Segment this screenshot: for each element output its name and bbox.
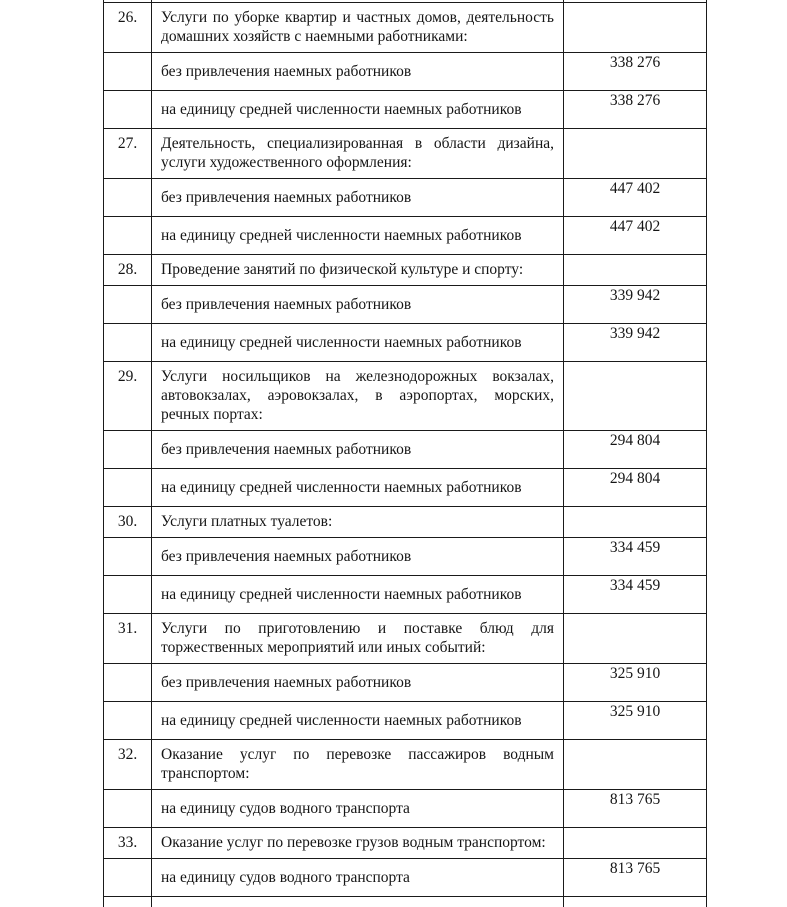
row-value: 338 276: [564, 91, 707, 129]
table-row: [104, 664, 707, 702]
row-value: [564, 3, 707, 53]
row-description: без привлечения наемных работников: [152, 53, 564, 91]
row-description: на единицу средней численности наемных работников: [152, 217, 564, 255]
row-value: [564, 255, 707, 286]
row-description: Услуги по уборке квартир и частных домов, деятельность домашних хозяйств с наемными работниками:: [152, 3, 564, 53]
row-number: 30.: [104, 507, 152, 538]
row-number: [104, 664, 152, 702]
empty-cell: [104, 897, 152, 907]
row-description: Услуги носильщиков на железнодорожных вокзалах, автовокзалах, аэровокзалах, в аэропортах, морских, речных портах:: [152, 362, 564, 431]
row-number: [104, 538, 152, 576]
document-page: [103, 0, 707, 907]
row-number: 27.: [104, 129, 152, 179]
table-row: [104, 614, 707, 664]
row-description: на единицу средней численности наемных работников: [152, 576, 564, 614]
row-description: без привлечения наемных работников: [152, 179, 564, 217]
table-row: [104, 179, 707, 217]
table-row: [104, 702, 707, 740]
row-number: 32.: [104, 740, 152, 790]
row-value: 339 942: [564, 286, 707, 324]
table-row: [104, 507, 707, 538]
row-number: 29.: [104, 362, 152, 431]
table-row: [104, 217, 707, 255]
row-value: 813 765: [564, 790, 707, 828]
table-row: [104, 129, 707, 179]
row-description: на единицу средней численности наемных работников: [152, 702, 564, 740]
table-row: [104, 3, 707, 53]
row-value: [564, 828, 707, 859]
row-number: [104, 469, 152, 507]
table-row: [104, 324, 707, 362]
row-value: 325 910: [564, 702, 707, 740]
row-number: 33.: [104, 828, 152, 859]
table-row-cut-bottom: [104, 897, 707, 907]
row-description: Оказание услуг по перевозке грузов водным транспортом:: [152, 828, 564, 859]
table-row: [104, 828, 707, 859]
row-number: [104, 702, 152, 740]
row-number: [104, 576, 152, 614]
empty-cell: [564, 897, 707, 907]
row-value: [564, 740, 707, 790]
row-value: 294 804: [564, 469, 707, 507]
row-number: 28.: [104, 255, 152, 286]
row-description: Услуги платных туалетов:: [152, 507, 564, 538]
table-row: [104, 431, 707, 469]
row-value: 334 459: [564, 576, 707, 614]
row-number: 31.: [104, 614, 152, 664]
table-row: [104, 255, 707, 286]
row-description: без привлечения наемных работников: [152, 431, 564, 469]
table-row: [104, 286, 707, 324]
table-row: [104, 91, 707, 129]
row-description: Оказание услуг по перевозке пассажиров водным транспортом:: [152, 740, 564, 790]
row-description: на единицу судов водного транспорта: [152, 859, 564, 897]
table-row: [104, 53, 707, 91]
table-body: [104, 0, 707, 907]
row-value: 334 459: [564, 538, 707, 576]
row-description: Проведение занятий по физической культуре и спорту:: [152, 255, 564, 286]
row-description: без привлечения наемных работников: [152, 286, 564, 324]
table-row: [104, 538, 707, 576]
row-value: 338 276: [564, 53, 707, 91]
row-description: Деятельность, специализированная в области дизайна, услуги художественного оформления:: [152, 129, 564, 179]
table-row: [104, 790, 707, 828]
row-number: [104, 324, 152, 362]
row-description: на единицу средней численности наемных работников: [152, 324, 564, 362]
row-value: 447 402: [564, 217, 707, 255]
table-row: [104, 469, 707, 507]
row-value: 294 804: [564, 431, 707, 469]
row-value: [564, 614, 707, 664]
table-row: [104, 362, 707, 431]
table-row: [104, 740, 707, 790]
row-number: [104, 91, 152, 129]
row-value: 447 402: [564, 179, 707, 217]
row-number: [104, 431, 152, 469]
row-description: на единицу судов водного транспорта: [152, 790, 564, 828]
row-number: [104, 286, 152, 324]
row-value: 325 910: [564, 664, 707, 702]
row-value: [564, 362, 707, 431]
table-row: [104, 859, 707, 897]
empty-cell: [152, 897, 564, 907]
row-description: без привлечения наемных работников: [152, 538, 564, 576]
row-value: 339 942: [564, 324, 707, 362]
services-table: [103, 0, 707, 907]
row-value: [564, 507, 707, 538]
row-description: без привлечения наемных работников: [152, 664, 564, 702]
row-description: на единицу средней численности наемных работников: [152, 469, 564, 507]
row-number: [104, 217, 152, 255]
row-value: 813 765: [564, 859, 707, 897]
table-row: [104, 576, 707, 614]
row-number: 26.: [104, 3, 152, 53]
row-value: [564, 129, 707, 179]
row-description: Услуги по приготовлению и поставке блюд для торжественных мероприятий или иных событий:: [152, 614, 564, 664]
row-number: [104, 859, 152, 897]
row-number: [104, 179, 152, 217]
row-description: на единицу средней численности наемных работников: [152, 91, 564, 129]
row-number: [104, 53, 152, 91]
row-number: [104, 790, 152, 828]
